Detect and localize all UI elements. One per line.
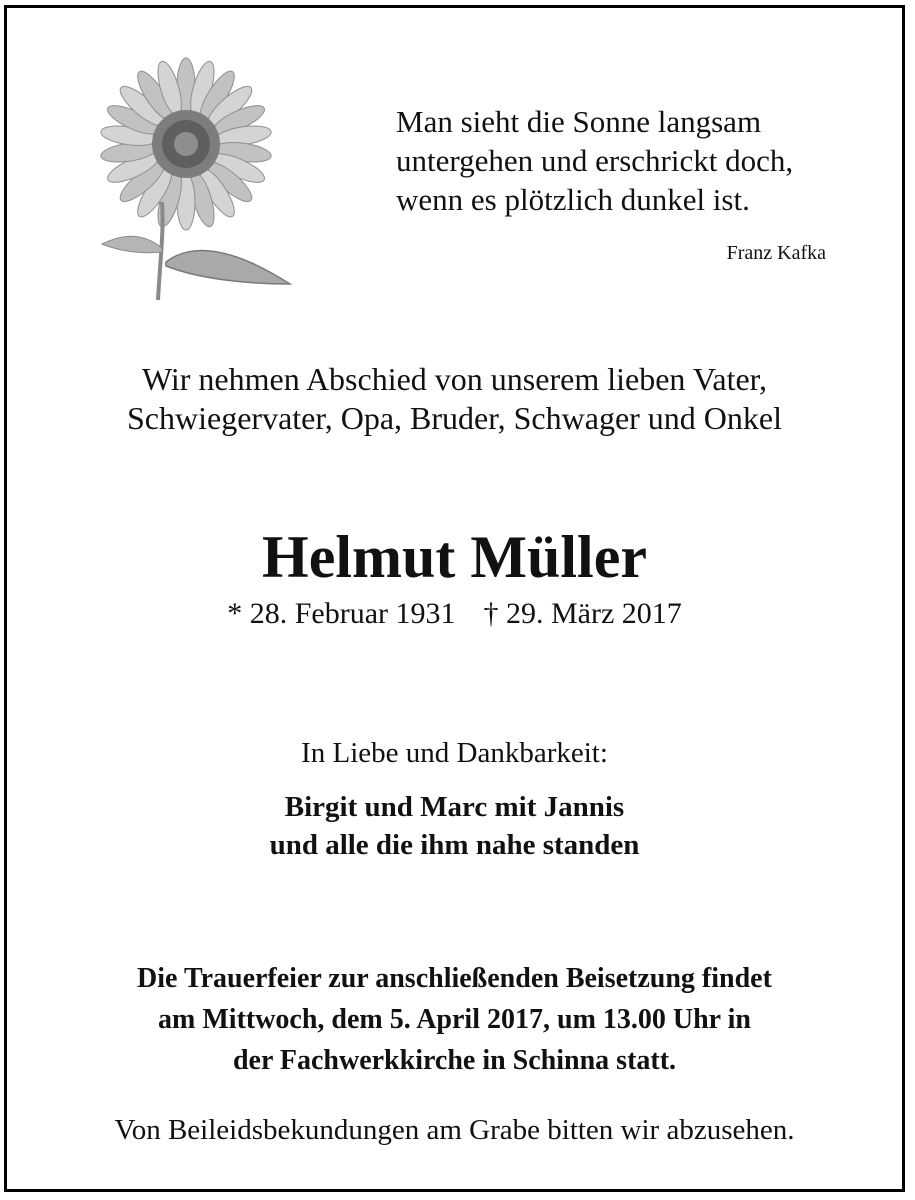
gratitude-heading: In Liebe und Dankbarkeit: [301, 737, 608, 769]
birth-date: * 28. Februar 1931 [227, 597, 456, 630]
quote-author: Franz Kafka [726, 242, 826, 264]
condolence-note: Von Beileidsbekundungen am Grabe bitten wir abzusehen. [114, 1114, 795, 1146]
mourners-list [0, 788, 909, 864]
quote [396, 102, 836, 219]
service-line: am Mittwoch, dem 5. April 2017, um 13.00 Uhr in [158, 1004, 751, 1035]
mourner-line: Birgit und Marc mit Jannis [284, 791, 625, 823]
mourner-line: und alle die ihm nahe standen [269, 829, 640, 861]
death-date: † 29. März 2017 [483, 597, 682, 630]
quote-line: Man sieht die Sonne langsam [396, 104, 762, 139]
service-line: der Fachwerkkirche in Schinna statt. [232, 1045, 677, 1076]
intro-line: Schwiegervater, Opa, Bruder, Schwager und Onkel [127, 400, 782, 436]
deceased-name: Helmut Müller [262, 524, 647, 590]
intro-line: Wir nehmen Abschied von unserem lieben Vater, [141, 361, 768, 397]
farewell-intro [0, 360, 909, 438]
funeral-service-info [0, 958, 909, 1081]
life-dates [0, 594, 909, 634]
service-line: Die Trauerfeier zur anschließenden Beisetzung findet [137, 963, 772, 994]
quote-line: wenn es plötzlich dunkel ist. [396, 182, 750, 217]
quote-line: untergehen und erschrickt doch, [396, 143, 794, 178]
sunflower-icon [82, 52, 298, 302]
